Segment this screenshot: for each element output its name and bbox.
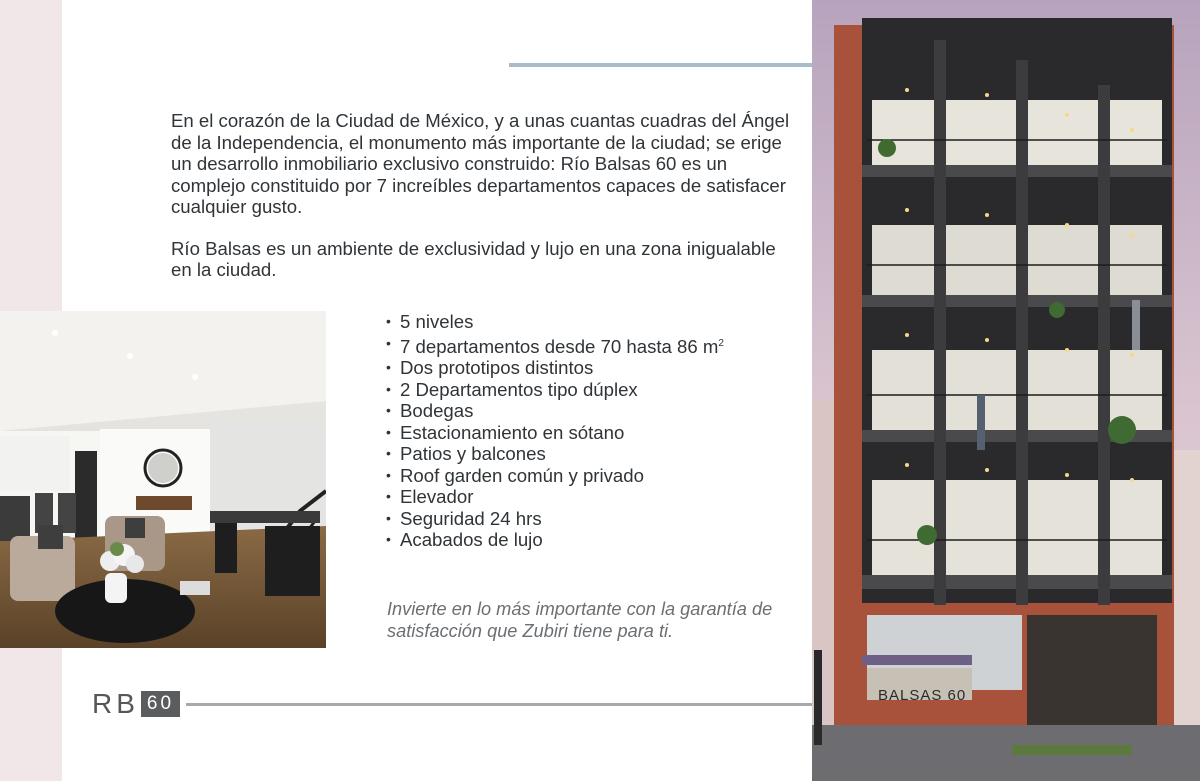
feature-item-departamentos: • 7 departamentos desde 70 hasta 86 $m^2$ (386, 333, 806, 358)
feature-item-acabados: • Acabados de lujo (386, 529, 806, 551)
intro-text (171, 110, 796, 301)
logo-letters: RB (92, 688, 139, 719)
intro-paragraph-2: Río Balsas es un ambiente de exclusividad y lujo en una zona inigualable en la ciudad. (171, 237, 776, 280)
features-list (386, 311, 806, 551)
building-facade-illustration (812, 0, 1200, 781)
feature-item-elevador: • Elevador (386, 486, 806, 508)
feature-item-prototipos: • Dos prototipos distintos (386, 357, 806, 379)
feature-item-estacionamiento: • Estacionamiento en sótano (386, 422, 806, 444)
square-meter-superscript: 2 (718, 337, 724, 349)
intro-paragraph-1: En el corazón de la Ciudad de México, y a unas cuantas cuadras del Ángel de la Independencia, el monumento más importante de la ciudad; se erige un desarrollo inmobiliario exclusivo construido: Río Balsas 60 es un complejo constituido por 7 increíbles departamentos capaces de satisfacer cualquier gusto. (171, 110, 790, 217)
feature-item-niveles: • 5 niveles (386, 311, 806, 333)
feature-item-bodegas: • Bodegas (386, 400, 806, 422)
feature-item-duplex: • 2 Departamentos tipo dúplex (386, 379, 806, 401)
building-render (812, 0, 1200, 781)
building-sign: BALSAS 60 (878, 687, 967, 704)
feature-item-roof-garden: • Roof garden común y privado (386, 465, 806, 487)
rb60-logo (92, 689, 180, 719)
interior-photo (0, 311, 326, 648)
living-room-illustration (0, 311, 326, 648)
feature-item-seguridad: • Seguridad 24 hrs (386, 508, 806, 530)
logo-number-box: 60 (141, 691, 180, 717)
tagline: Invierte en lo más importante con la garantía de satisfacción que Zubiri tiene para ti. (387, 599, 773, 641)
feature-item-patios: • Patios y balcones (386, 443, 806, 465)
